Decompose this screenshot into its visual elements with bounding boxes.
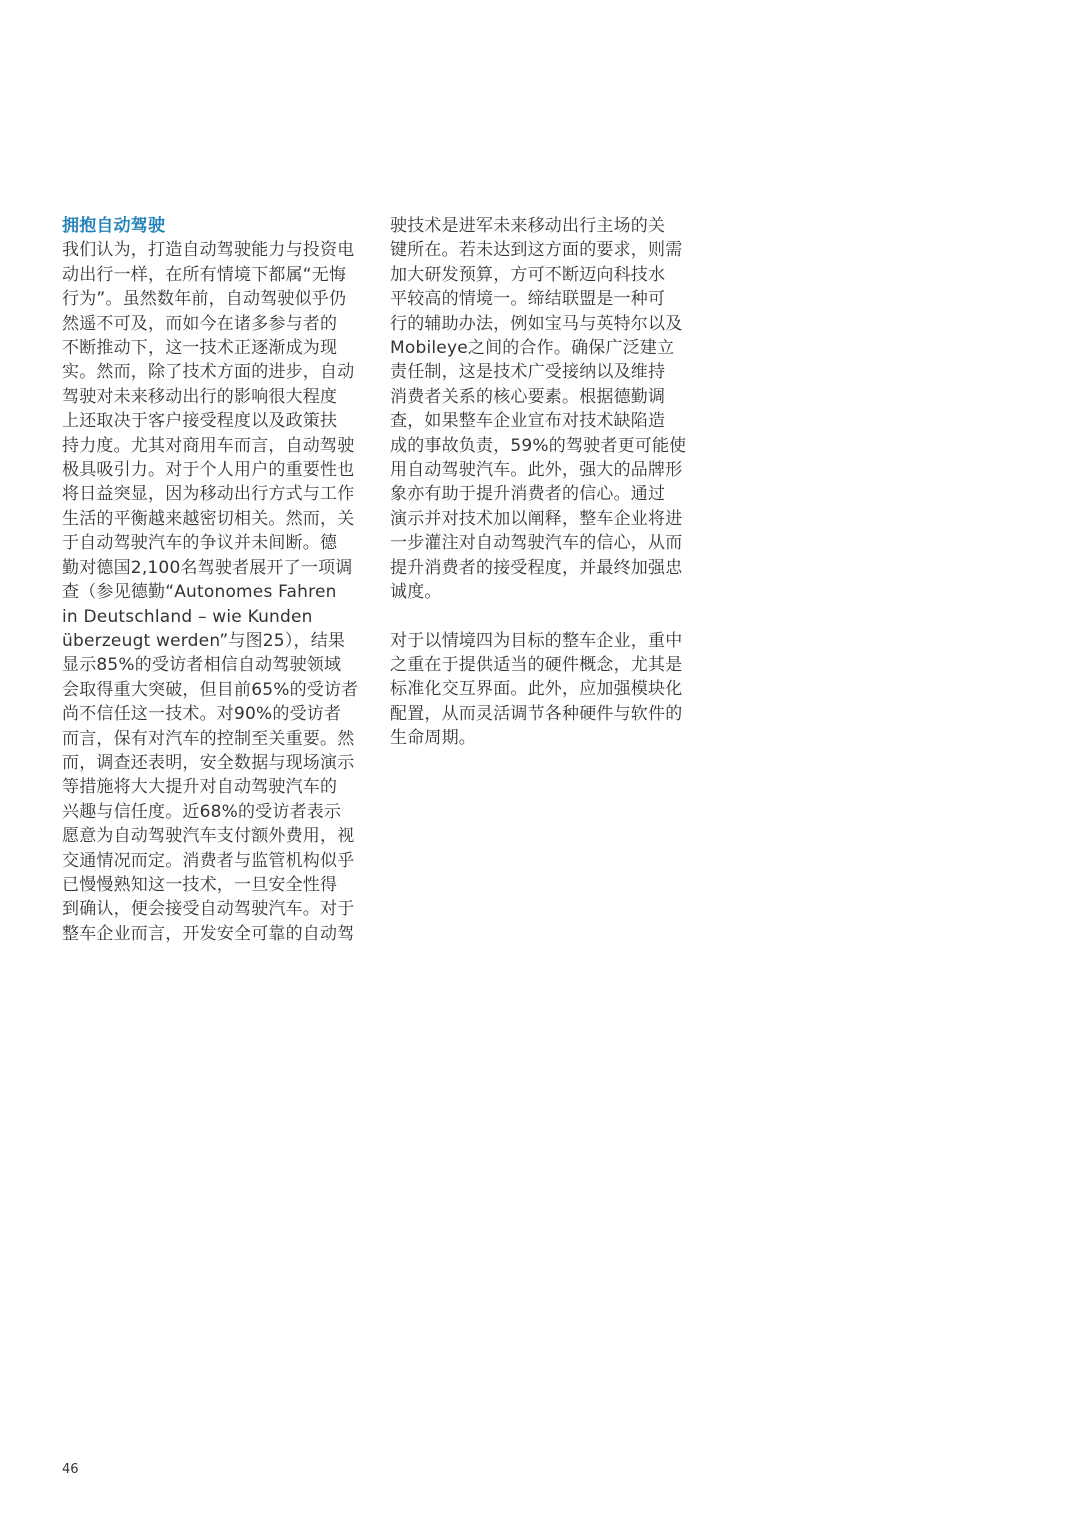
text-line: 我们认为，打造自动驾驶能力与投资电 xyxy=(62,240,355,261)
text-line: 持力度。尤其对商用车而言，自动驾驶 xyxy=(62,435,355,456)
text-line: 消费者关系的核心要素。根据德勤调 xyxy=(390,386,666,407)
text-line: 不断推动下，这一技术正逐渐成为现 xyxy=(62,338,338,359)
paragraph-spacer xyxy=(390,605,690,629)
text-line: 一步灌注对自动驾驶汽车的信心，从而 xyxy=(390,533,683,554)
text-line: 会取得重大突破，但目前65%的受访者 xyxy=(62,679,359,700)
text-line: 配置，从而灵活调节各种硬件与软件的 xyxy=(390,703,683,724)
text-line: 行的辅助办法，例如宝马与英特尔以及 xyxy=(390,313,683,334)
text-line: 实。然而，除了技术方面的进步，自动 xyxy=(62,362,355,383)
text-line: 于自动驾驶汽车的争议并未间断。德 xyxy=(62,533,338,554)
text-line: 驶技术是进军未来移动出行主场的关 xyxy=(390,216,666,236)
text-line: 到确认，便会接受自动驾驶汽车。对于 xyxy=(62,899,355,920)
text-line: 驾驶对未来移动出行的影响很大程度 xyxy=(62,386,338,407)
text-line: 愿意为自动驾驶汽车支付额外费用，视 xyxy=(62,826,355,847)
text-line: 标准化交互界面。此外，应加强模块化 xyxy=(390,679,683,700)
text-line: 之重在于提供适当的硬件概念，尤其是 xyxy=(390,654,683,675)
text-line: 对于以情境四为目标的整车企业，重中 xyxy=(390,630,683,651)
text-line: 平较高的情境一。缔结联盟是一种可 xyxy=(390,289,666,310)
text-line: 象亦有助于提升消费者的信心。通过 xyxy=(390,484,666,505)
text-line: 用自动驾驶汽车。此外，强大的品牌形 xyxy=(390,460,683,481)
text-line: 诚度。 xyxy=(390,582,442,603)
text-line: 等措施将大大提升对自动驾驶汽车的 xyxy=(62,777,338,798)
text-line: 生命周期。 xyxy=(390,728,476,749)
text-line: 上还取决于客户接受程度以及政策扶 xyxy=(62,411,338,432)
text-line: 查（参见德勤“Autonomes Fahren xyxy=(62,582,337,603)
text-line: 提升消费者的接受程度，并最终加强忠 xyxy=(390,557,683,578)
text-line: überzeugt werden”与图25），结果 xyxy=(62,630,346,651)
text-line: 将日益突显，因为移动出行方式与工作 xyxy=(62,484,355,505)
text-line: 而言，保有对汽车的控制至关重要。然 xyxy=(62,728,355,749)
left-paragraph xyxy=(62,238,362,946)
text-line: Mobileye之间的合作。确保广泛建立 xyxy=(390,338,675,359)
text-line: 键所在。若未达到这方面的要求，则需 xyxy=(390,240,683,261)
text-line: 交通情况而定。消费者与监管机构似乎 xyxy=(62,850,355,871)
page-number: 46 xyxy=(62,1462,79,1477)
text-line: 加大研发预算，方可不断迈向科技水 xyxy=(390,264,666,285)
text-line: 责任制，这是技术广受接纳以及维持 xyxy=(390,362,666,383)
text-line: in Deutschland – wie Kunden xyxy=(62,606,313,627)
left-column xyxy=(62,214,362,946)
text-line: 而，调查还表明，安全数据与现场演示 xyxy=(62,752,355,773)
right-paragraph-2 xyxy=(390,629,690,751)
text-line: 已慢慢熟知这一技术，一旦安全性得 xyxy=(62,874,338,895)
right-column xyxy=(390,214,690,751)
text-line: 生活的平衡越来越密切相关。然而，关 xyxy=(62,508,355,529)
text-line: 整车企业而言，开发安全可靠的自动驾 xyxy=(62,923,355,944)
text-line: 显示85%的受访者相信自动驾驶领域 xyxy=(62,655,342,676)
text-line: 勤对德国2,100名驾驶者展开了一项调 xyxy=(62,557,353,578)
text-line: 尚不信任这一技术。对90%的受访者 xyxy=(62,704,342,725)
text-line: 演示并对技术加以阐释，整车企业将进 xyxy=(390,508,683,529)
text-line: 动出行一样，在所有情境下都属“无悔 xyxy=(62,264,347,285)
text-line: 查，如果整车企业宣布对技术缺陷造 xyxy=(390,411,666,432)
text-line: 兴趣与信任度。近68%的受访者表示 xyxy=(62,801,342,822)
text-line: 然遥不可及，而如今在诸多参与者的 xyxy=(62,313,338,334)
right-paragraph-1 xyxy=(390,214,690,605)
section-heading: 拥抱自动驾驶 xyxy=(62,216,166,236)
text-line: 极具吸引力。对于个人用户的重要性也 xyxy=(62,460,355,481)
text-line: 成的事故负责，59%的驾驶者更可能使 xyxy=(390,435,687,456)
text-line: 行为”。虽然数年前，自动驾驶似乎仍 xyxy=(62,289,347,310)
